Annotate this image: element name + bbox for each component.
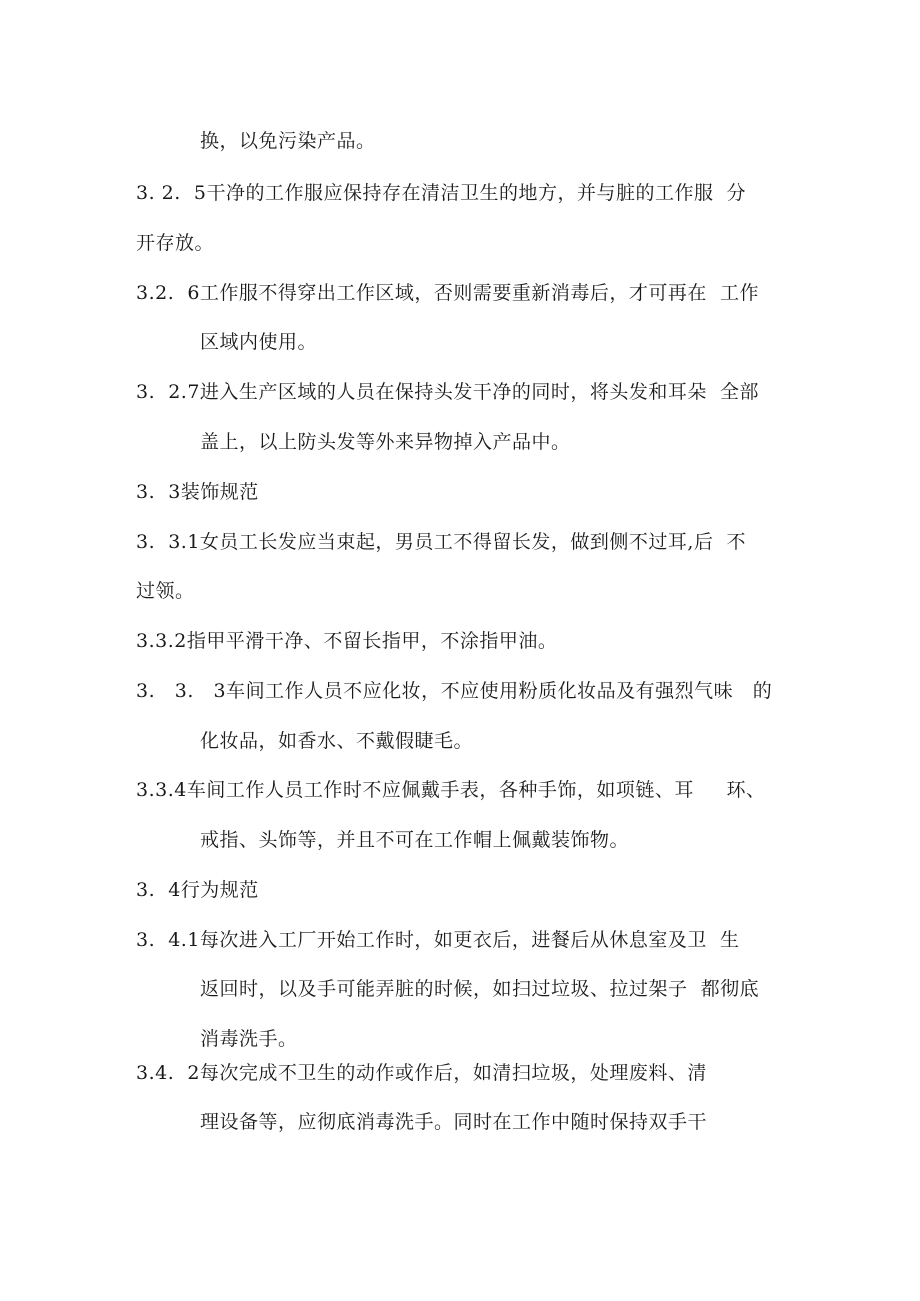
section-heading: 3. 3装饰规范 (136, 481, 259, 503)
text-line: 3. 3. 3车间工作人员不应化妆，不应使用粉质化妆品及有强烈气味 的 (136, 680, 773, 702)
text-line: 消毒洗手。 (200, 1028, 298, 1050)
text-line: 返回时，以及手可能弄脏的时候，如扫过垃圾、拉过架子 都彻底 (200, 978, 760, 1000)
text-line: 3. 3.1女员工长发应当束起，男员工不得留长发，做到侧不过耳,后 不 (136, 531, 747, 553)
text-line: 戒指、头饰等，并且不可在工作帽上佩戴装饰物。 (200, 829, 630, 851)
text-line: 化妆品，如香水、不戴假睫毛。 (200, 730, 474, 752)
text-line: 3.2. 6工作服不得穿出工作区域，否则需要重新消毒后，才可再在 工作 (136, 282, 760, 304)
text-line: 3.4. 2每次完成不卫生的动作或作后，如清扫垃圾，处理废料、清 (136, 1062, 707, 1084)
text-line: 3. 2. 5干净的工作服应保持存在清洁卫生的地方，并与脏的工作服 分 (136, 182, 747, 204)
text-line: 盖上，以上防头发等外来异物掉入产品中。 (200, 431, 571, 453)
text-line: 理设备等，应彻底消毒洗手。同时在工作中随时保持双手干 (200, 1111, 708, 1133)
text-line: 3.3.4车间工作人员工作时不应佩戴手表，各种手饰，如项链、耳 环、 (136, 779, 766, 801)
text-line: 3. 4.1每次进入工厂开始工作时，如更衣后，进餐后从休息室及卫 生 (136, 929, 740, 951)
section-heading: 3. 4行为规范 (136, 879, 259, 901)
text-line: 区域内使用。 (200, 331, 318, 353)
text-line: 3. 2.7进入生产区域的人员在保持头发干净的同时，将头发和耳朵 全部 (136, 381, 760, 403)
text-line: 过领。 (136, 580, 195, 602)
text-line: 3.3.2指甲平滑干净、不留长指甲，不涂指甲油。 (136, 630, 558, 652)
text-line: 开存放。 (136, 232, 215, 254)
text-line: 换，以免污染产品。 (200, 130, 376, 152)
